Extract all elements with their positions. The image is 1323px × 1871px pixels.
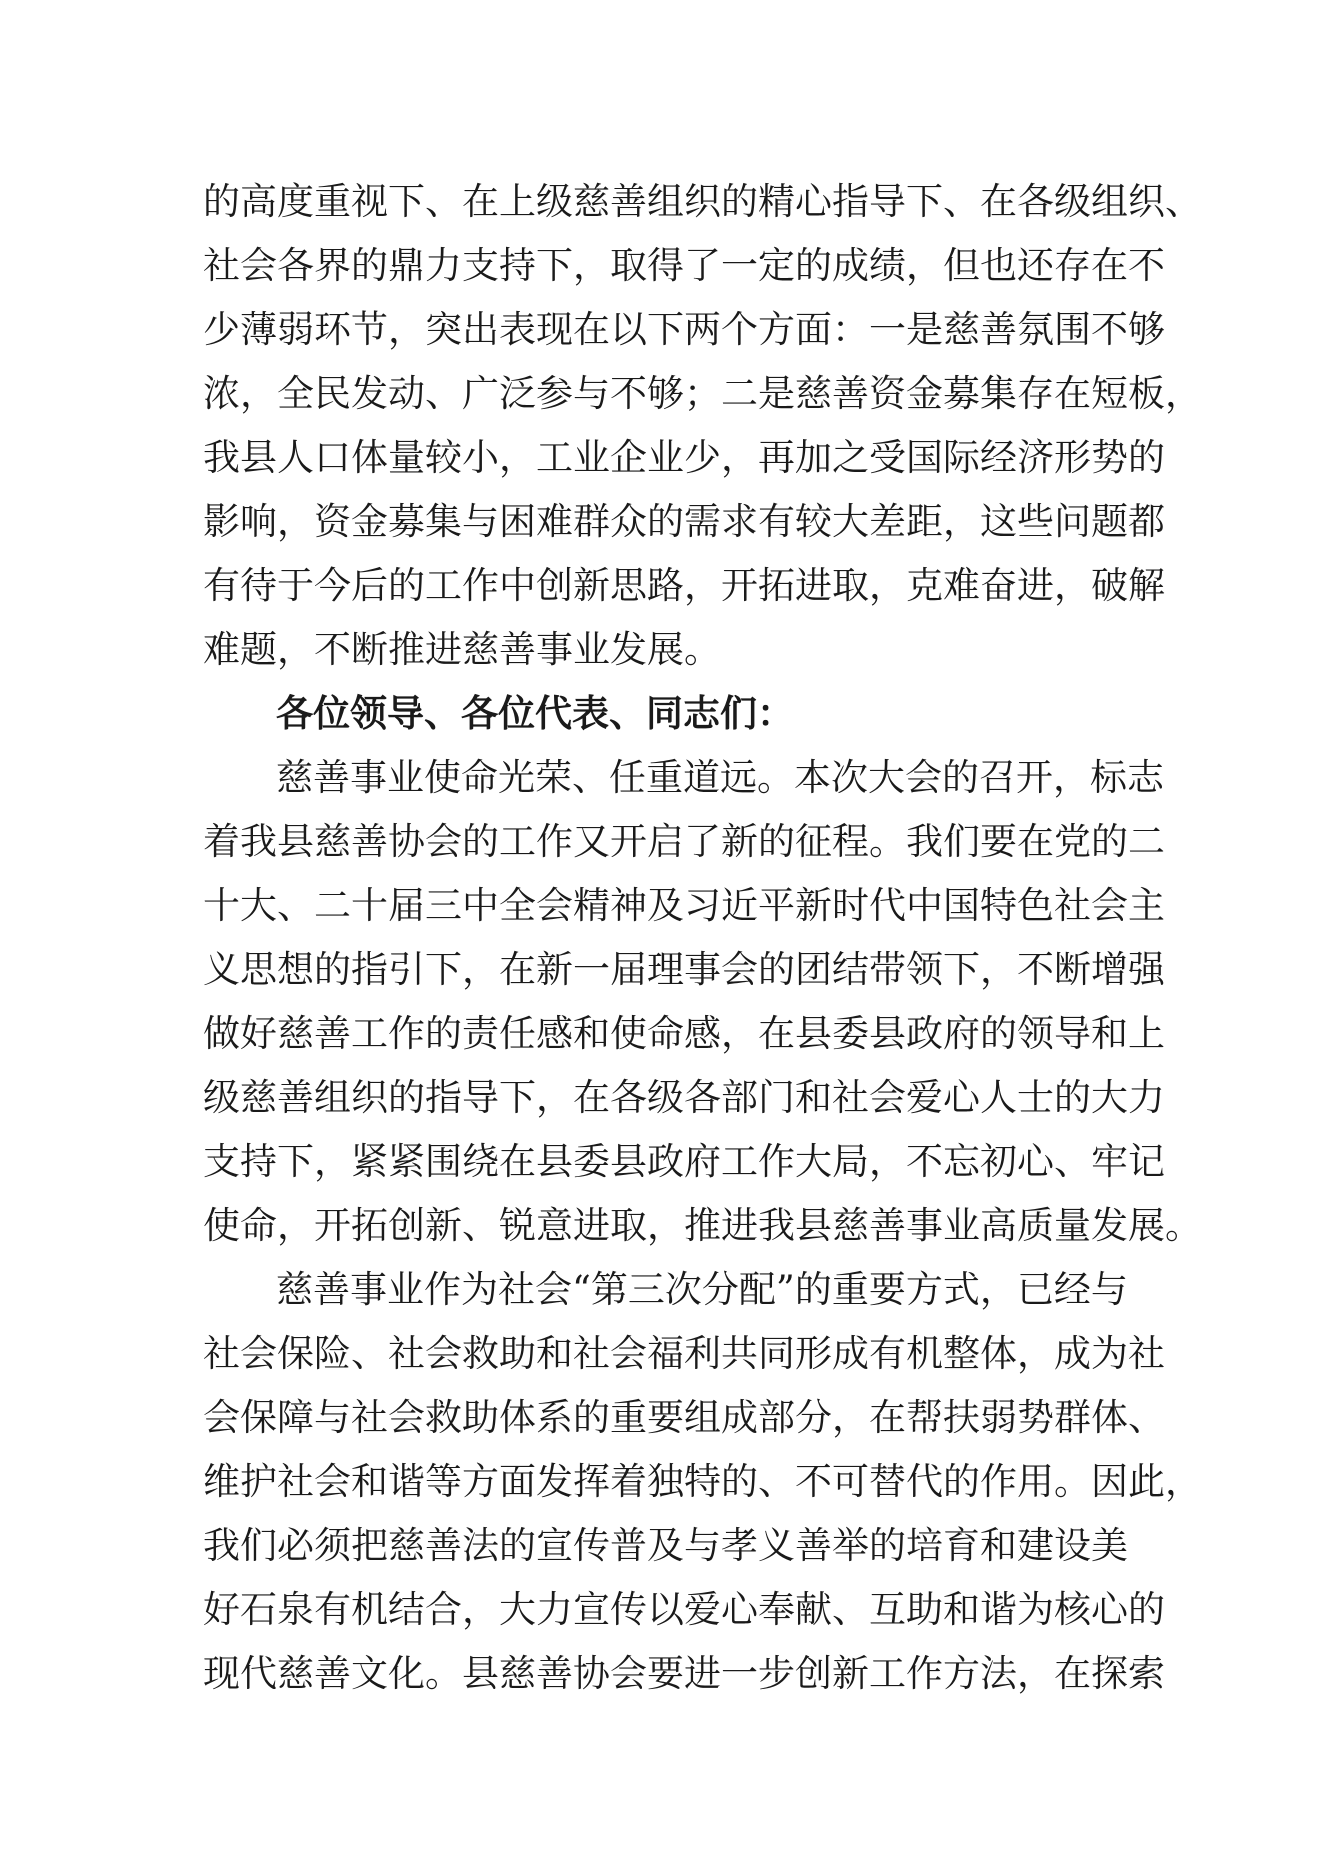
paragraph-1-line-6: 影响，资金募集与困难群众的需求有较大差距，这些问题都 (203, 500, 1165, 543)
paragraph-2-line-5: 做好慈善工作的责任感和使命感，在县委县政府的领导和上 (203, 1012, 1165, 1055)
paragraph-3-line-1: 慈善事业作为社会“第三次分配”的重要方式，已经与 (276, 1268, 1128, 1311)
paragraph-3-line-3: 会保障与社会救助体系的重要组成部分，在帮扶弱势群体、 (203, 1396, 1165, 1439)
paragraph-3-line-4: 维护社会和谐等方面发挥着独特的、不可替代的作用。因此， (203, 1460, 1202, 1503)
paragraph-2-line-4: 义思想的指引下，在新一届理事会的团结带领下，不断增强 (203, 948, 1165, 991)
paragraph-3-line-2: 社会保险、社会救助和社会福利共同形成有机整体，成为社 (203, 1332, 1165, 1375)
paragraph-1-line-5: 我县人口体量较小，工业企业少，再加之受国际经济形势的 (203, 436, 1165, 479)
paragraph-1-line-7: 有待于今后的工作中创新思路，开拓进取，克难奋进，破解 (203, 564, 1165, 607)
paragraph-1-line-1: 的高度重视下、在上级慈善组织的精心指导下、在各级组织、 (203, 180, 1202, 223)
paragraph-1-line-3: 少薄弱环节，突出表现在以下两个方面：一是慈善氛围不够 (203, 308, 1165, 351)
paragraph-3-line-6: 好石泉有机结合，大力宣传以爱心奉献、互助和谐为核心的 (203, 1588, 1165, 1631)
section-heading: 各位领导、各位代表、同志们： (276, 692, 794, 735)
paragraph-2-line-7: 支持下，紧紧围绕在县委县政府工作大局，不忘初心、牢记 (203, 1140, 1165, 1183)
paragraph-1-line-8: 难题，不断推进慈善事业发展。 (203, 628, 721, 671)
paragraph-2-line-2: 着我县慈善协会的工作又开启了新的征程。我们要在党的二 (203, 820, 1165, 863)
paragraph-2-line-6: 级慈善组织的指导下，在各级各部门和社会爱心人士的大力 (203, 1076, 1165, 1119)
paragraph-3-line-7: 现代慈善文化。县慈善协会要进一步创新工作方法，在探索 (203, 1652, 1165, 1695)
paragraph-1-line-4: 浓，全民发动、广泛参与不够；二是慈善资金募集存在短板， (203, 372, 1202, 415)
paragraph-2-line-1: 慈善事业使命光荣、任重道远。本次大会的召开，标志 (276, 756, 1164, 799)
paragraph-2-line-8: 使命，开拓创新、锐意进取，推进我县慈善事业高质量发展。 (203, 1204, 1202, 1247)
paragraph-2-line-3: 十大、二十届三中全会精神及习近平新时代中国特色社会主 (203, 884, 1165, 927)
paragraph-1-line-2: 社会各界的鼎力支持下，取得了一定的成绩，但也还存在不 (203, 244, 1165, 287)
paragraph-3-line-5: 我们必须把慈善法的宣传普及与孝义善举的培育和建设美 (203, 1524, 1128, 1567)
